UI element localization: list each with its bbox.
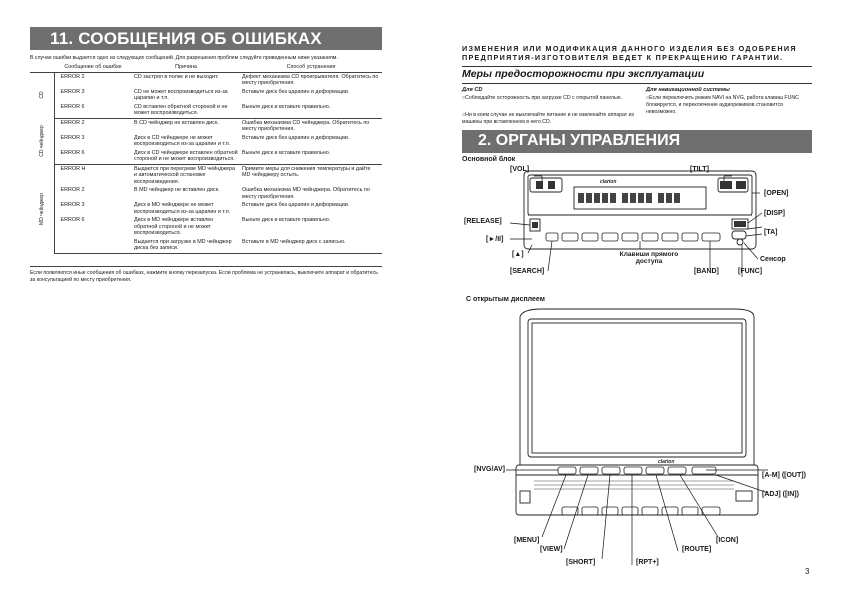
nav-button-row <box>558 467 716 474</box>
error-table <box>30 62 382 254</box>
table-row <box>30 201 382 216</box>
callout-icon: [ICON] <box>716 537 739 544</box>
table-row <box>30 186 382 201</box>
callout-adj: [ADJ] ([IN]) <box>762 491 799 498</box>
cd-heading: Для CD <box>462 87 483 93</box>
table-row <box>30 88 382 103</box>
table-row <box>30 134 382 149</box>
group-label: CD чейнджер <box>38 125 45 157</box>
main-unit-label: Основной блок <box>462 156 516 163</box>
direct-access-keys <box>546 233 720 241</box>
callout-menu: [MENU] <box>514 537 540 544</box>
error-remedy: Ошибка механизма MD чейнджера. Обратитесь по месту приобретения. <box>242 187 370 200</box>
precautions-title: Меры предосторожности при эксплуатации <box>462 68 705 80</box>
error-remedy: Вставьте в MD чейнджер диск с записью. <box>240 238 382 254</box>
error-code: ERROR 2 <box>60 187 85 193</box>
screen <box>532 323 742 453</box>
table-row <box>30 164 382 186</box>
callout-a-m: [A-M] ([OUT]) <box>762 472 806 479</box>
error-cause: Диск в MD чейнджере вставлен обратной стороной и не может воспроизводиться. <box>134 217 214 236</box>
error-code: ERROR 2 <box>60 73 85 80</box>
error-code: ERROR 2 <box>60 119 85 126</box>
group-label-cell <box>30 72 54 118</box>
brand-logo: clarion <box>600 179 617 185</box>
open-display-diagram <box>462 305 812 567</box>
page-number: 3 <box>805 567 810 576</box>
error-remedy: Вставьте диск без царапин и деформации. <box>242 88 350 95</box>
callout-func: [FUNC] <box>738 268 763 275</box>
error-code: ERROR 6 <box>60 217 85 223</box>
column-header: Способ устранения <box>240 62 382 72</box>
error-cause: CD не может воспроизводиться из-за царапин и т.п. <box>134 88 228 101</box>
cd-note-1: ○Соблюдайте осторожность при загрузке CD с открытой панелью. <box>462 95 622 101</box>
callout-disp: [DISP] <box>764 210 785 217</box>
error-remedy: Примите меры для снижения температуры и дайте MD чейнджеру остыть. <box>242 165 371 178</box>
error-code: ERROR 6 <box>54 149 132 165</box>
error-code: ERROR 3 <box>60 202 85 208</box>
open-display-label: С открытым дисплеем <box>466 296 545 303</box>
error-remedy: Дефект механизма CD проигрывателя. Обратитесь по месту приобретения. <box>242 73 379 86</box>
table-row <box>30 238 382 254</box>
divider <box>462 66 812 67</box>
callout-vol: [VOL] <box>510 166 530 173</box>
error-remedy: Вставьте диск без царапин и деформации. <box>242 202 350 208</box>
direct-access-keys <box>562 507 720 515</box>
error-code: ERROR 3 <box>60 134 85 141</box>
section-title: 2. ОРГАНЫ УПРАВЛЕНИЯ <box>478 132 681 149</box>
error-code: ERROR 3 <box>60 88 85 95</box>
nav-note: ○Если переключить режим NAVI на NVG, работа клавиш FUNC блокируется, и переключение аудиорежимов становится невозможно. <box>646 95 799 115</box>
error-remedy: Выньте диск и вставьте правильно. <box>240 149 382 165</box>
group-label-cell <box>30 118 54 164</box>
table-row <box>30 149 382 165</box>
error-code: ERROR H <box>60 165 86 172</box>
intro-text: В случае ошибки выдается одно из следующих сообщений. Для разрешения проблем следуйте приведенным ниже указаниям. <box>30 55 338 61</box>
callout-open: [OPEN] <box>764 190 789 197</box>
error-cause: Диск в CD чейнджере вставлен обратной стороной и не может воспроизводиться. <box>132 149 240 165</box>
callout-rpt: [RPT+] <box>636 559 659 566</box>
group-label: CD <box>38 91 45 99</box>
vol-knob-housing <box>530 178 562 192</box>
error-remedy: Выньте диск и вставьте правильно. <box>240 103 382 119</box>
error-cause: Выдается при перегреве MD чейнджера и автоматической остановке воспроизведения. <box>134 165 235 185</box>
monitor-frame <box>520 309 754 465</box>
main-unit-diagram <box>462 163 812 285</box>
table-row <box>30 103 382 119</box>
callout-search: [SEARCH] <box>510 268 545 275</box>
error-remedy: Выньте диск и вставьте правильно. <box>242 217 331 223</box>
callout-view: [VIEW] <box>540 546 563 553</box>
release-button <box>520 491 530 503</box>
callout-tilt: [TILT] <box>690 166 709 173</box>
error-cause: CD вставлен обратной стороной и не может воспроизводиться. <box>132 103 240 119</box>
callout-sensor: Сенсор <box>760 256 786 263</box>
warranty-warning: ИЗМЕНЕНИЯ ИЛИ МОДИФИКАЦИЯ ДАННОГО ИЗДЕЛИЯ БЕЗ ОДОБРЕНИЯ ПРЕДПРИЯТИЯ-ИЗГОТОВИТЕЛЯ ВЕДЕТ К ПРЕКРАЩЕНИЮ ГАРАНТИИ. <box>462 44 797 62</box>
group-label: MD чейнджер <box>38 192 45 225</box>
table-bottom-rule <box>30 266 382 267</box>
callout-band: [BAND] <box>694 268 719 275</box>
page-title: 11. СООБЩЕНИЯ ОБ ОШИБКАХ <box>50 29 322 48</box>
disp-button <box>732 231 746 239</box>
callout-ta: [TA] <box>764 229 778 236</box>
cd-note-2: ○Ни в коем случае не выключайте питание и не извлекайте аппарат из машины при вставленном в него CD. <box>462 112 634 125</box>
column-header: Причина <box>132 62 240 72</box>
callout-short: [SHORT] <box>566 559 596 566</box>
column-header: Сообщение об ошибке <box>54 62 132 72</box>
footnote: Если появляются иные сообщения об ошибках, нажмите кнопку перезапуска. Если проблема не устранилась, выключите аппарат и обратитесь за консультацией по месту приобретения. <box>30 270 378 283</box>
table-row <box>30 118 382 134</box>
open-button <box>736 491 752 501</box>
table-row <box>30 216 382 238</box>
error-code: ERROR 6 <box>54 103 132 119</box>
callout-route: [ROUTE] <box>682 546 712 553</box>
screen-bezel <box>528 319 746 457</box>
error-cause: CD застрял в полке и не выходит. <box>134 73 219 80</box>
error-code <box>54 238 132 254</box>
callout-release: [RELEASE] <box>464 218 502 225</box>
error-remedy: Вставьте диск без царапин и деформации. <box>242 134 350 141</box>
error-cause: Выдается при загрузке в MD чейнджер диска без записи. <box>132 238 240 254</box>
group-label-cell <box>30 164 54 253</box>
error-cause: В MD чейнджер не вставлен диск. <box>134 187 220 193</box>
divider <box>462 83 812 84</box>
error-cause: Диск в CD чейнджере не может воспроизводиться из-за царапин и т.п. <box>134 134 231 147</box>
error-cause: Диск в MD чейнджере не может воспроизводиться из-за царапин и т.п. <box>134 202 231 215</box>
callout-eject: [▲] <box>512 251 524 258</box>
callout-play-pause: [►/II] <box>486 236 504 243</box>
brand-logo: clarion <box>658 459 675 465</box>
error-remedy: Ошибка механизма CD чейнджера. Обратитесь по месту приобретения. <box>242 119 370 132</box>
error-cause: В CD чейнджер не вставлен диск. <box>134 119 219 126</box>
sensor-window <box>737 239 743 245</box>
nav-heading: Для навигационной системы <box>646 87 730 93</box>
table-row <box>30 72 382 88</box>
callout-direct-access-keys: Клавиши прямого доступа <box>619 251 679 265</box>
callout-nvg-av: [NVG/AV] <box>474 466 505 473</box>
